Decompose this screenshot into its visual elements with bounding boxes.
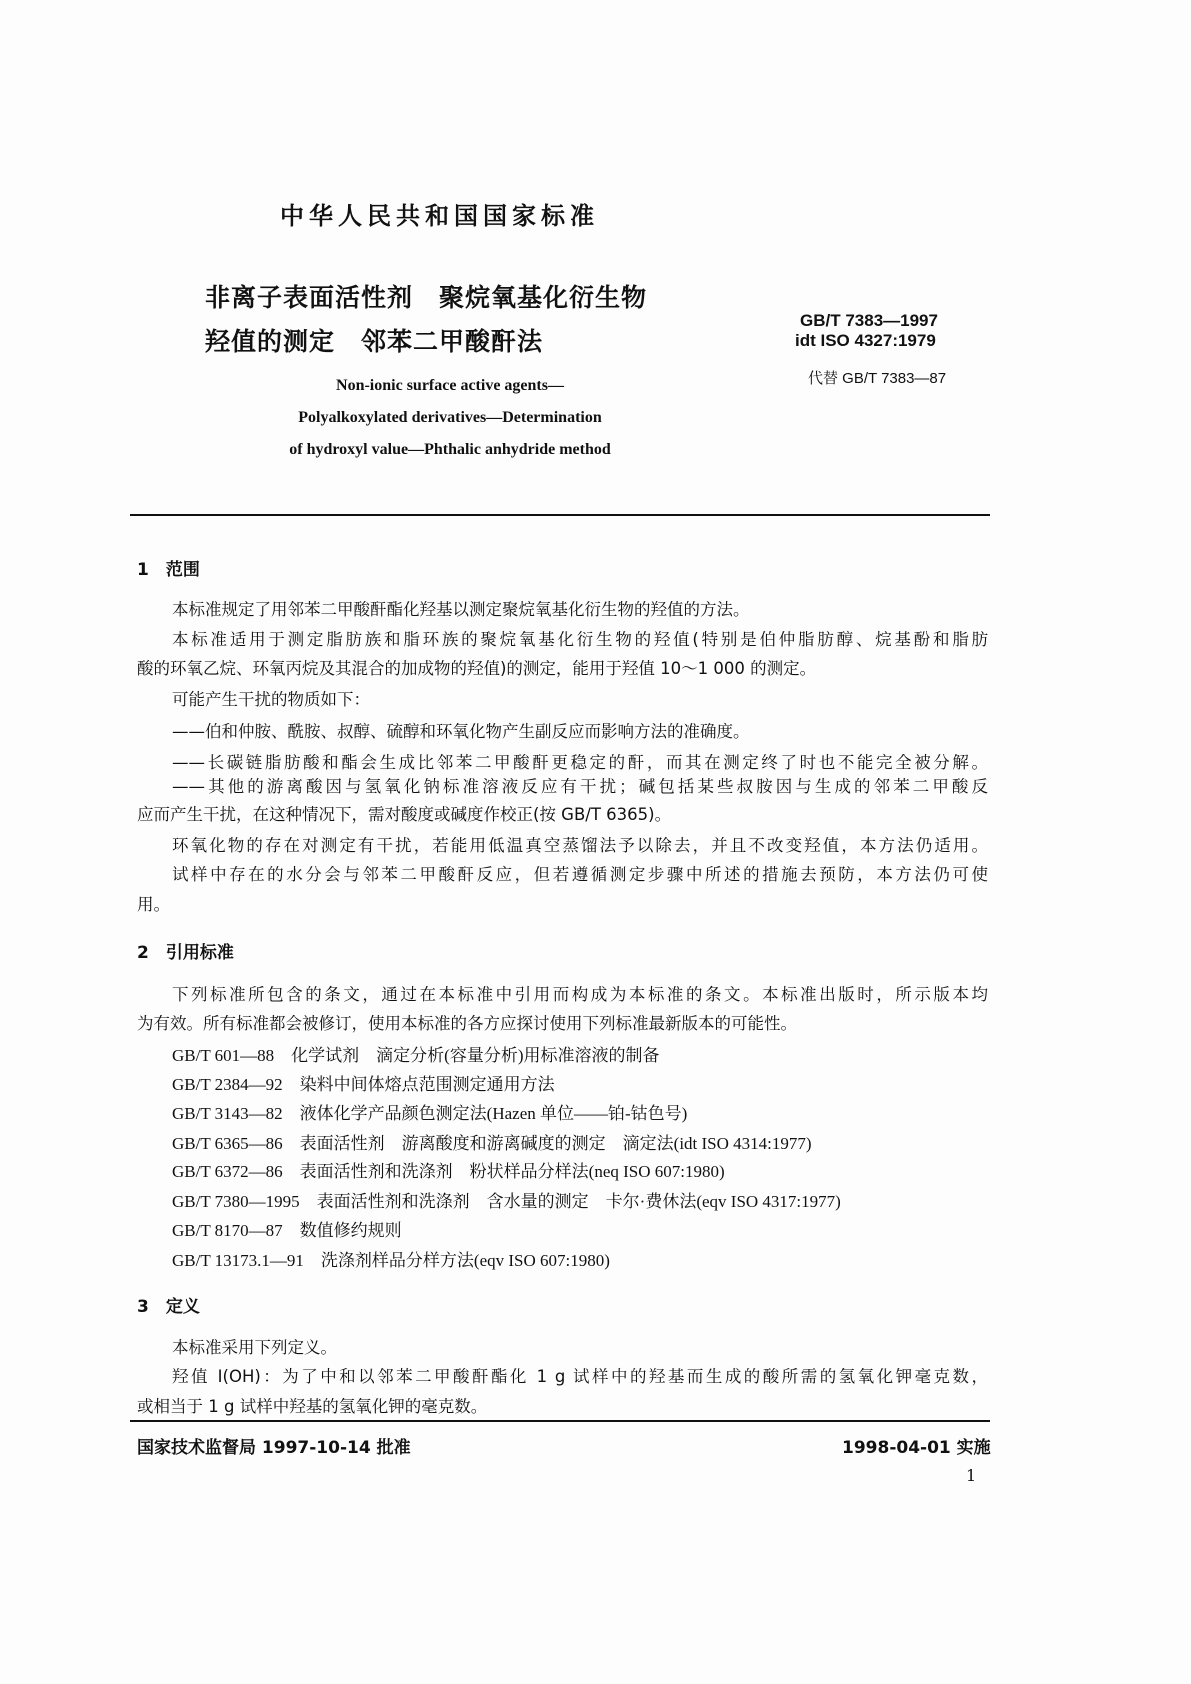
reference-item: GB/T 7380—1995 表面活性剂和洗涤剂 含水量的测定 卡尔·费休法(eqv ISO 4317:1977): [172, 1192, 841, 1211]
section-heading: 2 引用标准: [137, 943, 234, 963]
reference-item: GB/T 6372—86 表面活性剂和洗涤剂 粉状样品分样法(neq ISO 607:1980): [172, 1162, 725, 1181]
title-en-line2: Polyalkoxylated derivatives—Determination: [298, 409, 602, 426]
title-en-line3: of hydroxyl value—Phthalic anhydride method: [289, 441, 611, 458]
paragraph-line: 可能产生干扰的物质如下：: [172, 690, 370, 709]
paragraph-line: 为有效。所有标准都会被修订，使用本标准的各方应探讨使用下列标准最新版本的可能性。: [137, 1014, 797, 1033]
standard-code: GB/T 7383—1997: [800, 311, 938, 330]
reference-item: GB/T 2384—92 染料中间体熔点范围测定通用方法: [172, 1075, 555, 1094]
reference-item: GB/T 13173.1—91 洗涤剂样品分样方法(eqv ISO 607:1980): [172, 1251, 610, 1270]
paragraph-line: 羟值 I(OH)：为了中和以邻苯二甲酸酐酯化 1 g 试样中的羟基而生成的酸所需的氢氧化钾毫克数，: [172, 1367, 988, 1386]
footer-rule: [130, 1420, 990, 1422]
paragraph-line: 或相当于 1 g 试样中羟基的氢氧化钾的毫克数。: [137, 1397, 488, 1416]
paragraph-line: 试样中存在的水分会与邻苯二甲酸酐反应，但若遵循测定步骤中所述的措施去预防，本方法仍可使: [172, 865, 988, 884]
title-zh-line2: 羟值的测定 邻苯二甲酸酐法: [205, 327, 544, 356]
section-heading: 3 定义: [137, 1297, 200, 1317]
paragraph-line: 下列标准所包含的条文，通过在本标准中引用而构成为本标准的条文。本标准出版时，所示版本均: [172, 985, 988, 1004]
issued-date: 国家技术监督局 1997-10-14 批准: [137, 1438, 411, 1458]
title-en-line1: Non-ionic surface active agents—: [336, 377, 564, 394]
national-standard-label: 中华人民共和国国家标准: [280, 202, 599, 230]
paragraph-line: 环氧化物的存在对测定有干扰，若能用低温真空蒸馏法予以除去，并且不改变羟值，本方法仍适用。: [172, 836, 988, 855]
page-number: 1: [966, 1466, 977, 1485]
reference-item: GB/T 3143—82 液体化学产品颜色测定法(Hazen 单位——铂-钴色号): [172, 1104, 688, 1123]
reference-item: GB/T 601—88 化学试剂 滴定分析(容量分析)用标准溶液的制备: [172, 1046, 660, 1065]
paragraph-line: ——伯和仲胺、酰胺、叔醇、硫醇和环氧化物产生副反应而影响方法的准确度。: [172, 722, 750, 741]
paragraph-line: ——长碳链脂肪酸和酯会生成比邻苯二甲酸酐更稳定的酐，而其在测定终了时也不能完全被分解。: [172, 753, 988, 772]
replaces: 代替 GB/T 7383—87: [808, 370, 947, 387]
paragraph-line: 本标准采用下列定义。: [172, 1338, 337, 1357]
reference-item: GB/T 6365—86 表面活性剂 游离酸度和游离碱度的测定 滴定法(idt ISO 4314:1977): [172, 1134, 812, 1153]
section-heading: 1 范围: [137, 560, 200, 580]
effective-date: 1998-04-01 实施: [842, 1438, 991, 1458]
idt-iso: idt ISO 4327:1979: [795, 331, 936, 350]
header-rule: [130, 514, 990, 516]
paragraph-line: ——其他的游离酸因与氢氧化钠标准溶液反应有干扰；碱包括某些叔胺因与生成的邻苯二甲酸反: [172, 777, 988, 796]
paragraph-line: 本标准规定了用邻苯二甲酸酐酯化羟基以测定聚烷氧基化衍生物的羟值的方法。: [172, 600, 750, 619]
title-zh-line1: 非离子表面活性剂 聚烷氧基化衍生物: [205, 283, 648, 312]
reference-item: GB/T 8170—87 数值修约规则: [172, 1221, 402, 1240]
paragraph-line: 本标准适用于测定脂肪族和脂环族的聚烷氧基化衍生物的羟值(特别是伯仲脂肪醇、烷基酚和脂肪: [172, 630, 988, 649]
paragraph-line: 应而产生干扰，在这种情况下，需对酸度或碱度作校正(按 GB/T 6365)。: [137, 805, 672, 824]
paragraph-line: 酸的环氧乙烷、环氧丙烷及其混合的加成物的羟值)的测定，能用于羟值 10～1 000 的测定。: [137, 659, 817, 678]
paragraph-line: 用。: [137, 895, 170, 914]
